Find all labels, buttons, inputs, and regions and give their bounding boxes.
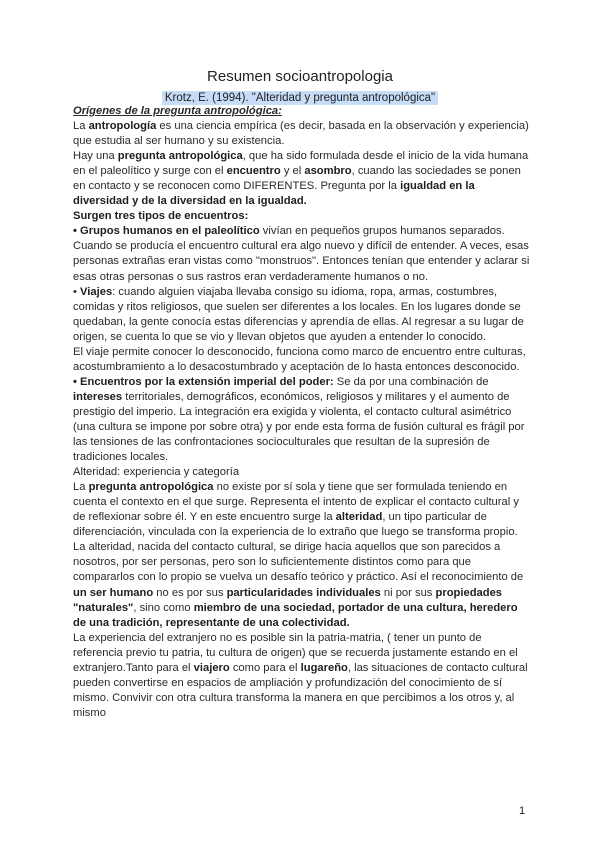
paragraph-alteridad-heading: Alteridad: experiencia y categoría [73,466,240,479]
paragraph-imperial: • Encuentros por la extensión imperial del poder: Se da por una combinación de intereses territoriales, demográficos, económicos, religiosos y militares y el aumento de prestigio del imperio. La integración era exigida y violenta, el contacto cultural asimétrico (una cultura se impone por sobre otra) y por ende esta forma de fusión cultural es frágil por las tensiones de las confrontaciones socioculturales que resultan de la supresión de tradiciones locales. [73,375,525,464]
section-heading: Orígenes de la pregunta antropológica: [73,105,282,117]
document-body [73,104,533,721]
paragraph-alteridad: La pregunta antropológica no existe por sí sola y tiene que ser formulada teniendo en cuenta el contexto en el que surge. Representa el intento de explicar el contacto cultural y de reflexionar sobre él. Y en este encuentro surge la alteridad, un tipo particular de diferenciación, vinculada con la experiencia de lo extraño que luego se transforma propio. La alteridad, nacida del contacto cultural, se dirige hacia aquellos que son parecidos a nosotros, por ser personas, pero son lo suficientemente distintos como para que compararlos con lo propio se vuelva un desafío teórico y práctico. Así el reconocimiento de un ser humano no es por sus particularidades individuales ni por sus propiedades "naturales", sino como miembro de una sociedad, portador de una cultura, heredero de una tradición, representante de una colectividad. [73,481,524,629]
paragraph-viaje-permite: El viaje permite conocer lo desconocido, funciona como marco de encuentro entre culturas, acostumbramiento a lo desacostumbrado y aceptación de lo hasta entonces desconocido. [73,345,526,373]
page-number: 1 [519,805,526,817]
document-title: Resumen socioantropologia [207,68,393,85]
citation-highlight: Krotz, E. (1994). "Alteridad y pregunta antropológica" [162,91,438,105]
paragraph-viajes: • Viajes: cuando alguien viajaba llevaba consigo su idioma, ropa, armas, costumbres, comidas y ritos religiosos, que suelen ser diferentes a los locales. En los lugares donde se quedaban, la gente conocía estas diferencias y aprendía de ellas. Al regresar a su lugar de origen, se cuenta lo que se vio y llevan objetos que ayuden a entender lo conocido. [73,285,524,343]
paragraph-antropologia: La antropología es una ciencia empírica (es decir, basada en la observación y experiencia) que estudia al ser humano y su existencia. [73,120,529,148]
paragraph-tipos-encuentros: Surgen tres tipos de encuentros: [73,210,249,223]
paragraph-extranjero: La experiencia del extranjero no es posible sin la patria-matria, ( tener un punto de referencia previo tu patria, tu cultura de origen) que se recuerda justamente estando en el extranjero.Tanto para el viajero como para el lugareño, las situaciones de contacto cultural pueden convertirse en espacios de ampliación y profundización del conocimiento de sí mismo. Convivir con otra cultura transforma la manera en que percibimos a los otros y, al mismo [73,631,528,719]
paragraph-pregunta: Hay una pregunta antropológica, que ha sido formulada desde el inicio de la vida humana en el paleolítico y surge con el encuentro y el asombro, cuando las sociedades se ponen en contacto y se reconocen como DIFERENTES. Pregunta por la igualdad en la diversidad y de la diversidad en la igualdad. [73,150,529,208]
paragraph-paleolitico: • Grupos humanos en el paleolítico vivían en pequeños grupos humanos separados. Cuando se producía el encuentro cultural era algo nuevo y difícil de entender. A veces, esas personas extrañas eran vistas como "monstruos". Entonces tenían que entender y aclarar si esas otras personas o sus rastros eran verdaderamente humanos o no. [73,225,530,283]
